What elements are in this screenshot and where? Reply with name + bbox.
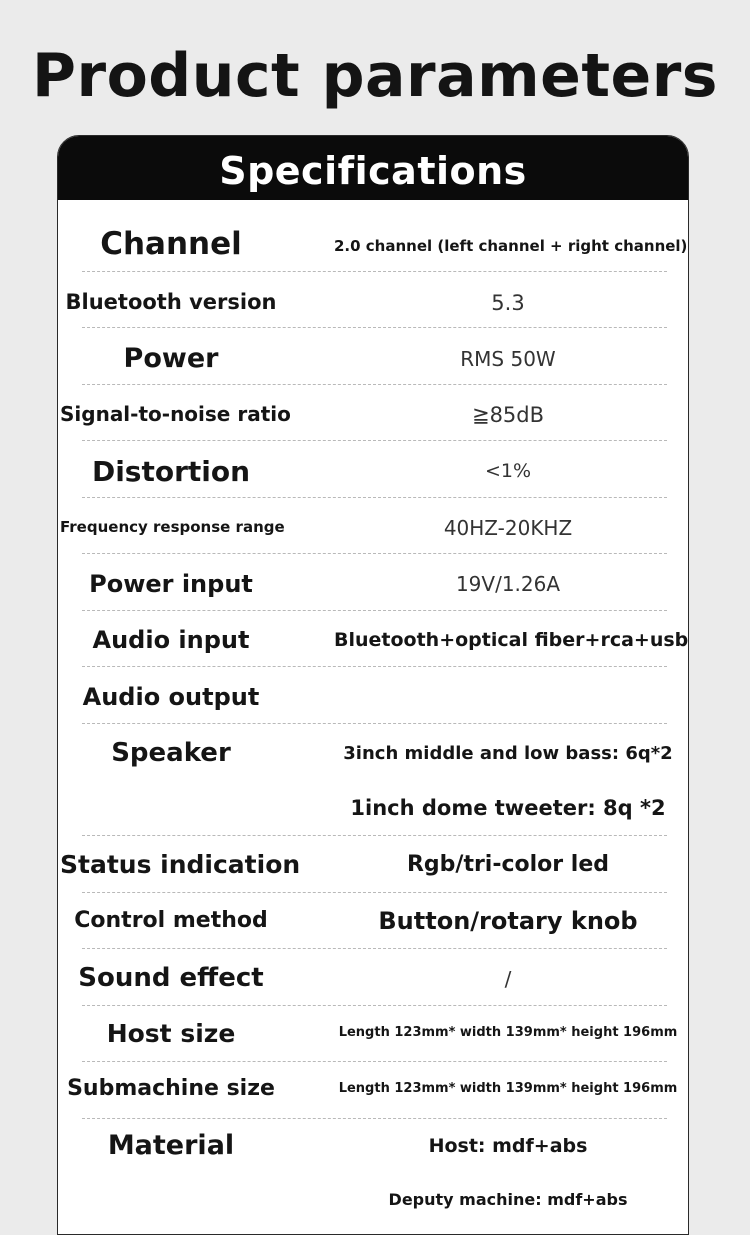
spec-label-control-method: Control method [74, 908, 268, 933]
row-divider [82, 1061, 667, 1062]
spec-value-signal-to-noise-ratio: ≧85dB [471, 403, 545, 427]
row-divider [82, 497, 667, 498]
spec-label-host-size: Host size [106, 1019, 236, 1048]
spec-value-frequency-response-range: 40HZ-20KHZ [443, 516, 573, 540]
page-title: Product parameters [32, 41, 718, 111]
row-divider [82, 440, 667, 441]
spec-value-material-2: Deputy machine: mdf+abs [388, 1190, 628, 1209]
spec-label-channel: Channel [100, 226, 242, 262]
row-divider [82, 835, 667, 836]
spec-value-host-size: Length 123mm* width 139mm* height 196mm [338, 1025, 678, 1040]
spec-label-signal-to-noise-ratio: Signal-to-noise ratio [60, 402, 291, 426]
spec-label-power: Power [123, 343, 219, 374]
spec-label-bluetooth-version: Bluetooth version [65, 290, 277, 314]
row-divider [82, 271, 667, 272]
spec-value-sound-effect: / [504, 967, 512, 991]
spec-label-power-input: Power input [89, 570, 253, 598]
spec-label-audio-input: Audio input [92, 626, 250, 654]
spec-value-submachine-size: Length 123mm* width 139mm* height 196mm [338, 1081, 678, 1096]
spec-value-distortion: <1% [484, 460, 532, 482]
spec-label-material: Material [107, 1130, 235, 1161]
spec-value-bluetooth-version: 5.3 [491, 291, 525, 315]
row-divider [82, 610, 667, 611]
spec-value-power-input: 19V/1.26A [455, 572, 561, 596]
spec-value-material: Host: mdf+abs [428, 1135, 588, 1157]
row-divider [82, 1005, 667, 1006]
spec-label-submachine-size: Submachine size [67, 1076, 275, 1101]
spec-value-audio-input: Bluetooth+optical fiber+rca+usb [334, 629, 689, 651]
row-divider [82, 892, 667, 893]
row-divider [82, 553, 667, 554]
spec-label-sound-effect: Sound effect [78, 963, 264, 993]
card-header: Specifications [58, 136, 688, 200]
spec-label-speaker: Speaker [111, 738, 231, 768]
spec-label-audio-output: Audio output [82, 683, 260, 711]
spec-label-distortion: Distortion [91, 455, 251, 488]
spec-label-status-indication: Status indication [60, 850, 301, 879]
spec-value-speaker-2: 1inch dome tweeter: 8q *2 [350, 796, 666, 820]
row-divider [82, 1118, 667, 1119]
spec-value-status-indication: Rgb/tri-color led [406, 852, 610, 877]
spec-value-channel: 2.0 channel (left channel + right channel) [334, 237, 688, 255]
row-divider [82, 948, 667, 949]
row-divider [82, 723, 667, 724]
row-divider [82, 384, 667, 385]
spec-value-control-method: Button/rotary knob [378, 907, 638, 935]
spec-value-speaker: 3inch middle and low bass: 6q*2 [343, 743, 673, 764]
row-divider [82, 666, 667, 667]
spec-label-frequency-response-range: Frequency response range [60, 518, 285, 536]
row-divider [82, 327, 667, 328]
spec-value-power: RMS 50W [460, 347, 556, 371]
